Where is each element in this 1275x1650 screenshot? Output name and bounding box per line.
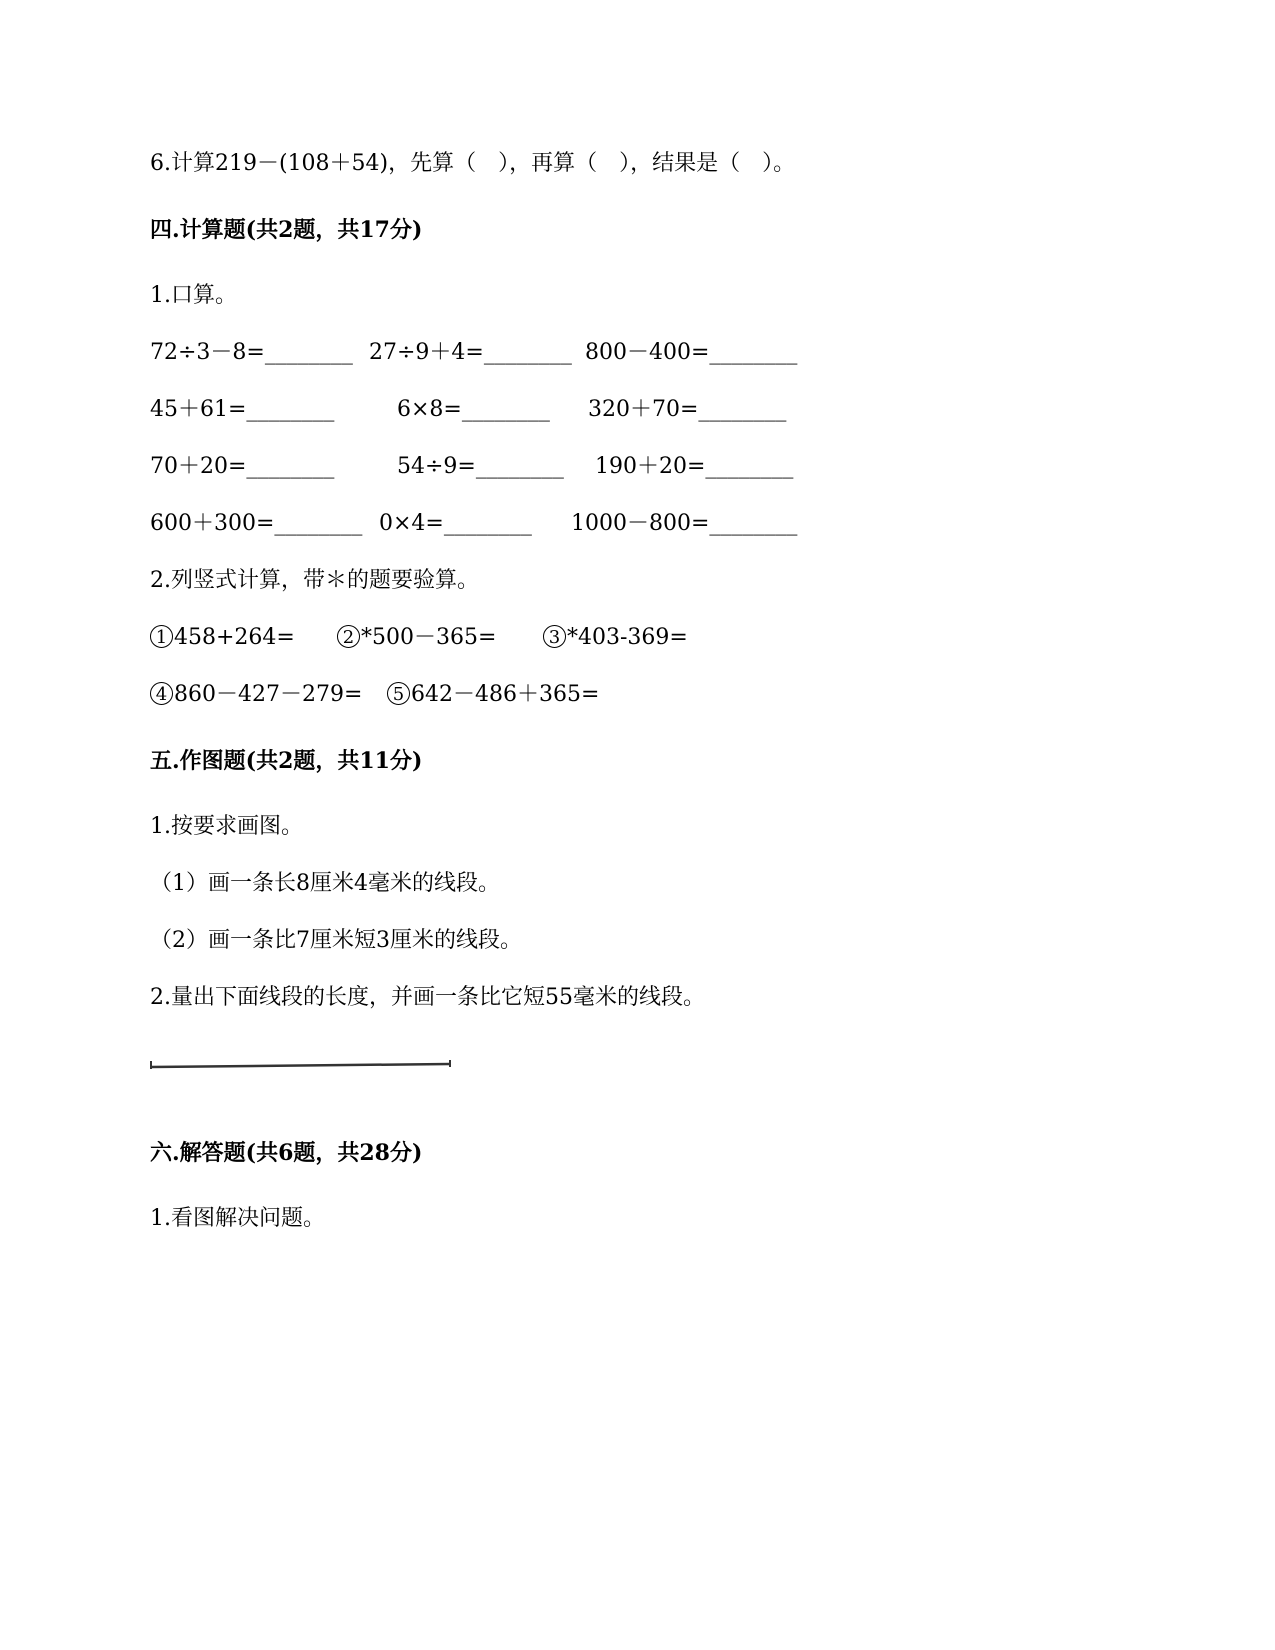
mental-math-item: 54÷9=________	[397, 454, 564, 479]
calc-expression: *500－365=	[361, 625, 497, 650]
mental-math-item: 72÷3－8=________	[150, 340, 353, 365]
mental-math-item: 320＋70=________	[588, 397, 787, 422]
vertical-calc-item	[387, 680, 599, 710]
vertical-calc-item	[150, 623, 295, 653]
mental-math-item: 0×4=________	[379, 511, 532, 536]
mental-math-item: 70＋20=________	[150, 454, 335, 479]
problem-1-sub-2: （2）画一条比7厘米短3厘米的线段。	[150, 928, 522, 953]
circled-number: 3	[543, 625, 566, 648]
mental-math-item: 1000－800=________	[571, 511, 798, 536]
vertical-calc-item	[150, 680, 362, 710]
mental-math-item: 27÷9＋4=________	[369, 340, 572, 365]
vertical-calc-item	[543, 623, 688, 653]
question-6: 6.计算219－(108＋54)，先算（ ），再算（ ），结果是（ ）。	[150, 151, 796, 176]
section-4-heading: 四.计算题(共2题，共17分)	[150, 217, 423, 243]
problem-2-title: 2.量出下面线段的长度，并画一条比它短55毫米的线段。	[150, 985, 705, 1010]
calc-expression: 458+264=	[174, 625, 295, 650]
problem-1-title: 1.口算。	[150, 283, 237, 308]
problem-1-title: 1.按要求画图。	[150, 814, 303, 839]
problem-1-sub-1: （1）画一条长8厘米4毫米的线段。	[150, 871, 500, 896]
calc-expression: 860－427－279=	[174, 682, 363, 707]
section-6-heading: 六.解答题(共6题，共28分)	[150, 1140, 423, 1166]
vertical-calc-item	[337, 623, 496, 653]
circled-number: 1	[150, 625, 173, 648]
calc-expression: 642－486＋365=	[411, 682, 600, 707]
mental-math-item: 190＋20=________	[595, 454, 794, 479]
measure-line-segment	[150, 1056, 460, 1076]
circled-number: 2	[337, 625, 360, 648]
mental-math-item: 6×8=________	[397, 397, 550, 422]
circled-number: 5	[387, 682, 410, 705]
calc-expression: *403-369=	[567, 625, 688, 650]
problem-2-title: 2.列竖式计算，带＊的题要验算。	[150, 568, 479, 593]
problem-1-title: 1.看图解决问题。	[150, 1206, 325, 1231]
section-5-heading: 五.作图题(共2题，共11分)	[150, 748, 423, 774]
mental-math-item: 800－400=________	[585, 340, 798, 365]
circled-number: 4	[150, 682, 173, 705]
mental-math-item: 600＋300=________	[150, 511, 363, 536]
mental-math-item: 45＋61=________	[150, 397, 335, 422]
